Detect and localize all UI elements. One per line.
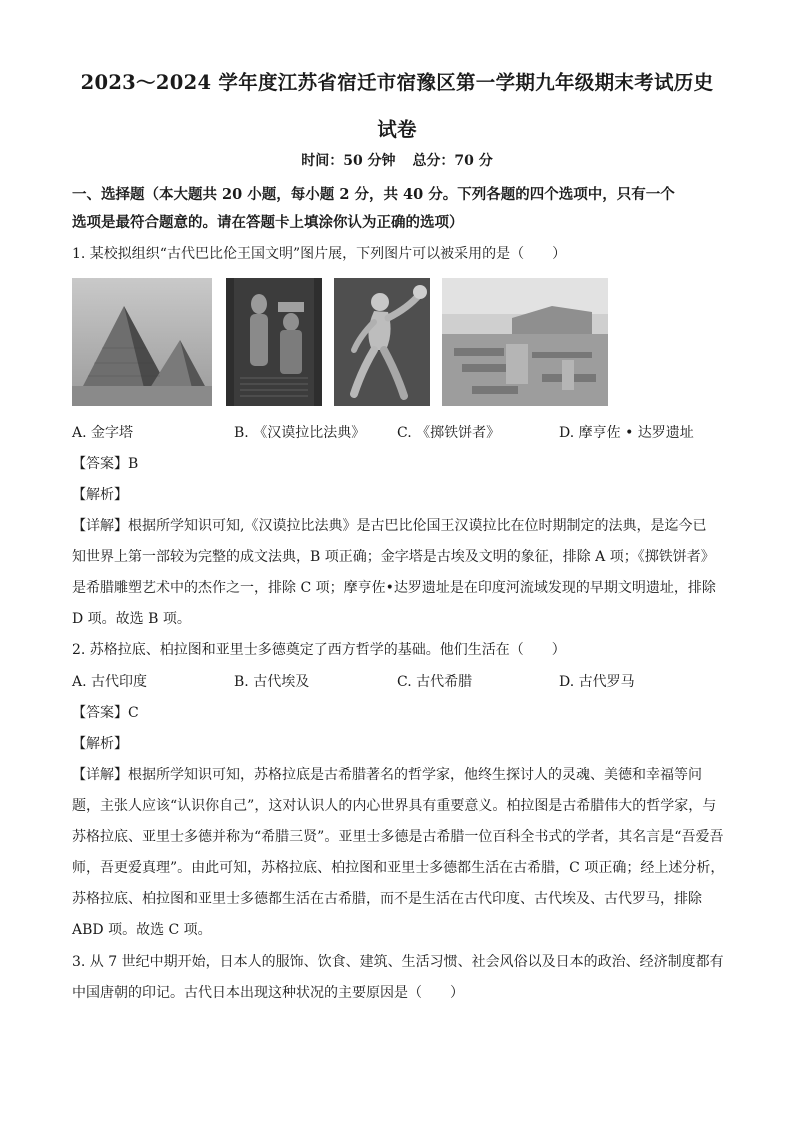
mohenjo-daro-photo — [442, 278, 608, 406]
section-heading-line2: 选项是最符合题意的。请在答题卡上填涂你认为正确的选项） — [72, 214, 464, 231]
q1-figure-strip — [72, 278, 608, 406]
q1-detail-line: 【详解】根据所学知识可知,《汉谟拉比法典》是古巴比伦国王汉谟拉比在位时期制定的法典，是迄今已 — [72, 518, 707, 534]
q1-detail-line: 是希腊雕塑艺术中的杰作之一，排除 C 项；摩亨佐•达罗遗址是在印度河流域发现的早期文明遗址，排除 — [72, 580, 716, 596]
section-heading-line1: 一、选择题（本大题共 20 小题，每小题 2 分，共 40 分。下列各题的四个选项中，只有一个 — [72, 186, 675, 203]
q2-detail-line: 苏格拉底、亚里士多德并称为“希腊三贤”。亚里士多德是古希腊一位百科全书式的学者，其名言是“吾爱吾 — [72, 829, 724, 845]
q2-stem: 2. 苏格拉底、柏拉图和亚里士多德奠定了西方哲学的基础。他们生活在（ ） — [72, 642, 566, 658]
q3-stem-line: 中国唐朝的印记。古代日本出现这种状况的主要原因是（ ） — [72, 985, 464, 1001]
q2-detail-line: 苏格拉底、柏拉图和亚里士多德都生活在古希腊，而不是生活在古代印度、古代埃及、古代罗马，排除 — [72, 891, 702, 907]
q2-analysis-label: 【解析】 — [72, 736, 128, 752]
q2-option-b: B. 古代埃及 — [234, 674, 310, 690]
q1-detail-line: 知世界上第一部较为完整的成文法典，B 项正确；金字塔是古埃及文明的象征，排除 A 项；《掷铁饼者》 — [72, 549, 715, 565]
q2-detail-line: 【详解】根据所学知识可知，苏格拉底是古希腊著名的哲学家，他终生探讨人的灵魂、美德和幸福等问 — [72, 767, 702, 783]
exam-time: 时间：50 分钟 — [301, 153, 396, 169]
q1-option-d: D. 摩亨佐 • 达罗遗址 — [559, 425, 694, 441]
q2-option-c: C. 古代希腊 — [397, 674, 473, 690]
exam-title-line2: 试卷 — [377, 118, 417, 141]
q2-detail-line: ABD 项。故选 C 项。 — [72, 922, 212, 938]
q1-option-c: C. 《掷铁饼者》 — [397, 425, 501, 441]
q1-answer: 【答案】B — [72, 456, 139, 472]
q1-stem: 1. 某校拟组织“古代巴比伦王国文明”图片展，下列图片可以被采用的是（ ） — [72, 246, 567, 262]
q2-detail-line: 师，吾更爱真理”。由此可知，苏格拉底、柏拉图和亚里士多德都生活在古希腊，C 项正确；经上述分析， — [72, 860, 725, 876]
q1-option-a: A. 金字塔 — [72, 425, 134, 441]
discobolus-photo — [334, 278, 430, 406]
q2-option-d: D. 古代罗马 — [559, 674, 635, 690]
q2-detail-line: 题，主张人应该“认识你自己”，这对认识人的内心世界具有重要意义。柏拉图是古希腊伟大的哲学家，与 — [72, 798, 717, 814]
pyramid-photo — [72, 278, 212, 406]
q1-detail-line: D 项。故选 B 项。 — [72, 611, 191, 627]
q1-options — [72, 422, 722, 442]
exam-title-line1: 2023～2024 学年度江苏省宿迁市宿豫区第一学期九年级期末考试历史 — [80, 71, 714, 94]
q3-stem-line: 3. 从 7 世纪中期开始，日本人的服饰、饮食、建筑、生活习惯、社会风俗以及日本的政治、经济制度都有 — [72, 954, 724, 970]
q1-option-b: B. 《汉谟拉比法典》 — [234, 425, 366, 441]
q1-analysis-label: 【解析】 — [72, 487, 128, 503]
exam-total: 总分：70 分 — [412, 153, 493, 169]
q2-answer: 【答案】C — [72, 705, 139, 721]
q2-options — [72, 671, 722, 691]
q2-option-a: A. 古代印度 — [72, 674, 148, 690]
exam-meta — [0, 150, 794, 170]
hammurabi-code-photo — [226, 278, 322, 406]
